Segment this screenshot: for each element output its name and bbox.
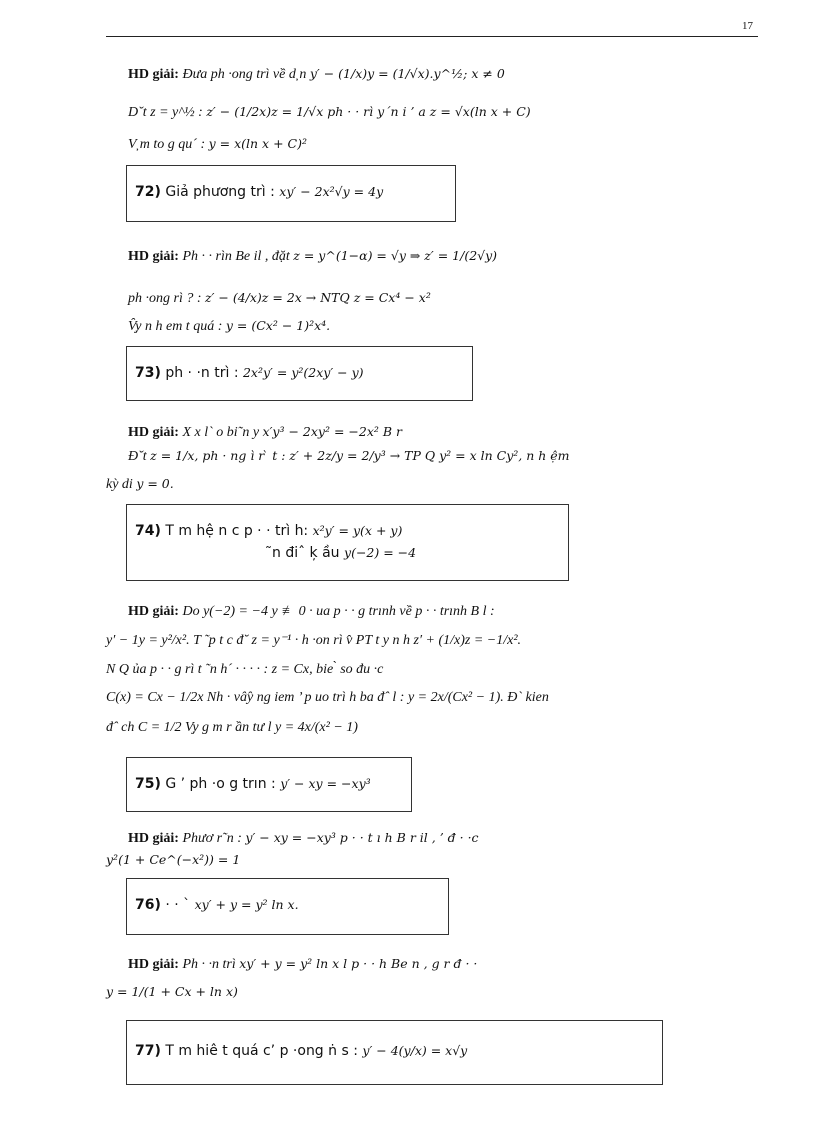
hd-lead: HD giải:	[128, 249, 179, 264]
problem-74-text-line-2	[265, 545, 416, 561]
hd-lead: HD giải:	[128, 604, 179, 619]
hd71-line-1	[128, 66, 505, 83]
hd72-line-3-math: y = (Cx² − 1)²x⁴.	[225, 318, 331, 333]
hd72-line-3	[128, 318, 330, 335]
problem-74-math: x²y′ = y(x + y)	[312, 523, 403, 538]
problem-74-condition: ˜n điˆ k̦ ầu	[265, 545, 340, 561]
hd75-line-2-math: y²(1 + Ce^(−x²)) = 1	[106, 852, 241, 867]
hd74-line-4	[106, 690, 549, 706]
problem-72-math: xy′ − 2x²√y = 4y	[279, 184, 384, 199]
problem-73-text	[135, 365, 364, 381]
hd73-line-1	[128, 424, 402, 441]
hd-lead: HD giải:	[128, 831, 179, 846]
hd71-line-2-math: z′ − (1/2x)z = 1/√x ph · · rì y´n i ’ a z = √x(ln x + C)	[206, 104, 531, 119]
problem-74-condition-math: y(−2) = −4	[344, 545, 417, 560]
hd-lead: HD giải:	[128, 425, 179, 440]
hd76-line-1-text: Ph · ·n trì	[182, 957, 236, 972]
hd72-line-2	[128, 290, 431, 307]
hd74-line-2-text: y′ − 1y = y²/x². T ˜p t c đ˘ z = y⁻¹ · h ·on rì v̂ PT t y n h z′ + (1/x)z = −1/x².	[106, 633, 522, 648]
problem-75-statement: G ’ ph ·o g trın :	[165, 776, 276, 792]
hd72-line-2-text: ph ·ong rì ? :	[128, 291, 202, 306]
hd71-line-1-math: y′ − (1/x)y = (1/√x).y^½; x ≠ 0	[309, 66, 505, 81]
problem-77-statement: T m hiê t quá c’ p ·ong ṅ s :	[165, 1043, 358, 1059]
hd74-line-4-text: C(x) = Cx − 1/2x Nh · vâ̂y ng iem ’ p uo trì h ba đˆ l : y = 2x/(Cx² − 1). Đ` kien	[106, 690, 549, 705]
hd73-line-3	[106, 476, 174, 493]
hd75-line-2	[106, 852, 240, 869]
hd73-line-1-text: X x l` o bi˜n y	[182, 425, 260, 440]
problem-number: 75)	[135, 776, 161, 792]
problem-77-text	[135, 1043, 467, 1059]
problem-72-text	[135, 184, 383, 200]
hd74-line-3	[106, 662, 383, 678]
hd76-line-2-math: y = 1/(1 + Cx + ln x)	[106, 984, 238, 999]
problem-73-statement: ph · ·n trì :	[165, 365, 239, 381]
hd72-line-1-text: Ph · · rìn Be il , đặt	[182, 249, 290, 264]
hd71-line-3-math: y = x(ln x + C)²	[208, 136, 307, 151]
hd73-line-2-text: Đ˘t	[128, 449, 147, 464]
hd75-line-1-math: y′ − xy = −xy³ p · · t ı h B r il , ’ đ · ·c	[245, 830, 479, 845]
problem-74-box	[126, 504, 569, 581]
problem-number: 72)	[135, 184, 161, 200]
hd74-line-1-text: Do y(−2) = −4 y ≢ 0 · ua p · · g trınh về p · · trınh B l :	[182, 604, 495, 619]
problem-72-box	[126, 165, 456, 222]
hd75-line-1	[128, 830, 479, 847]
hd75-line-1-text: Phươ r˜n :	[182, 831, 242, 846]
hd76-line-1	[128, 956, 477, 973]
problem-number: 73)	[135, 365, 161, 381]
hd73-line-2	[128, 448, 570, 465]
hd74-line-5	[106, 720, 358, 736]
hd73-line-3-math: y = 0.	[136, 476, 174, 491]
problem-74-statement: T m hệ n c p · · trì h:	[165, 523, 309, 539]
problem-73-box	[126, 346, 473, 401]
problem-75-text	[135, 776, 371, 792]
problem-76-box	[126, 878, 449, 935]
problem-76-text	[135, 897, 299, 913]
hd74-line-3-text: N Q ủa p · · g rì t ˜n h´ · · · · : z = Cx, bie ̀ so đu ·c	[106, 662, 384, 677]
hd76-line-1-math: xy′ + y = y² ln x l p · · h Be n , g r đ · ·	[239, 956, 478, 971]
hd74-line-5-text: đˆ ch C = 1/2 V̦y g m r ần tư l y = 4x/(x² − 1)	[106, 720, 358, 735]
hd74-line-1	[128, 604, 495, 620]
hd-lead: HD giải:	[128, 67, 179, 82]
problem-number: 74)	[135, 523, 161, 539]
problem-72-statement: Giả phương trì :	[165, 184, 275, 200]
hd-lead: HD giải:	[128, 957, 179, 972]
hd71-line-2-text: D˘t z = y^½ :	[128, 105, 203, 120]
hd71-line-3-text: V̦ m to g qu´ :	[128, 137, 206, 152]
problem-77-math: y′ − 4(y/x) = x√y	[362, 1043, 468, 1058]
hd73-line-2-math: z = 1/x, ph · ng ì r ̀ t : z′ + 2z/y = 2/y³ → TP Q y² = x ln Cy², n h ệm	[150, 448, 570, 463]
hd71-line-3	[128, 136, 307, 153]
hd72-line-2-math: z′ − (4/x)z = 2x → NTQ z = Cx⁴ − x²	[205, 290, 431, 305]
hd71-line-1-text: Đưa ph ·ong trì về d̦ n	[182, 67, 307, 82]
hd73-line-1-math: x′y³ − 2xy² = −2x² B r	[262, 424, 403, 439]
problem-75-math: y′ − xy = −xy³	[280, 776, 371, 791]
hd71-line-2	[128, 104, 531, 121]
hd76-line-2	[106, 984, 238, 1001]
page-number: 17	[742, 20, 753, 32]
hd74-line-2	[106, 632, 521, 649]
problem-number: 77)	[135, 1043, 161, 1059]
hd73-line-3-text: kỳ di	[106, 477, 133, 492]
problem-75-box	[126, 757, 412, 812]
problem-77-box	[126, 1020, 663, 1085]
hd72-line-3-text: V̦̂y n h em t quá :	[128, 319, 223, 334]
problem-74-text-line-1	[135, 523, 402, 539]
problem-76-statement: · · `	[165, 897, 191, 913]
header-rule	[106, 36, 758, 37]
hd72-line-1	[128, 248, 497, 265]
problem-73-math: 2x²y′ = y²(2xy′ − y)	[242, 365, 364, 380]
problem-76-math: xy′ + y = y² ln x.	[194, 897, 299, 912]
problem-number: 76)	[135, 897, 161, 913]
hd72-line-1-math: z = y^(1−α) = √y ⇒ z′ = 1/(2√y)	[293, 248, 498, 263]
